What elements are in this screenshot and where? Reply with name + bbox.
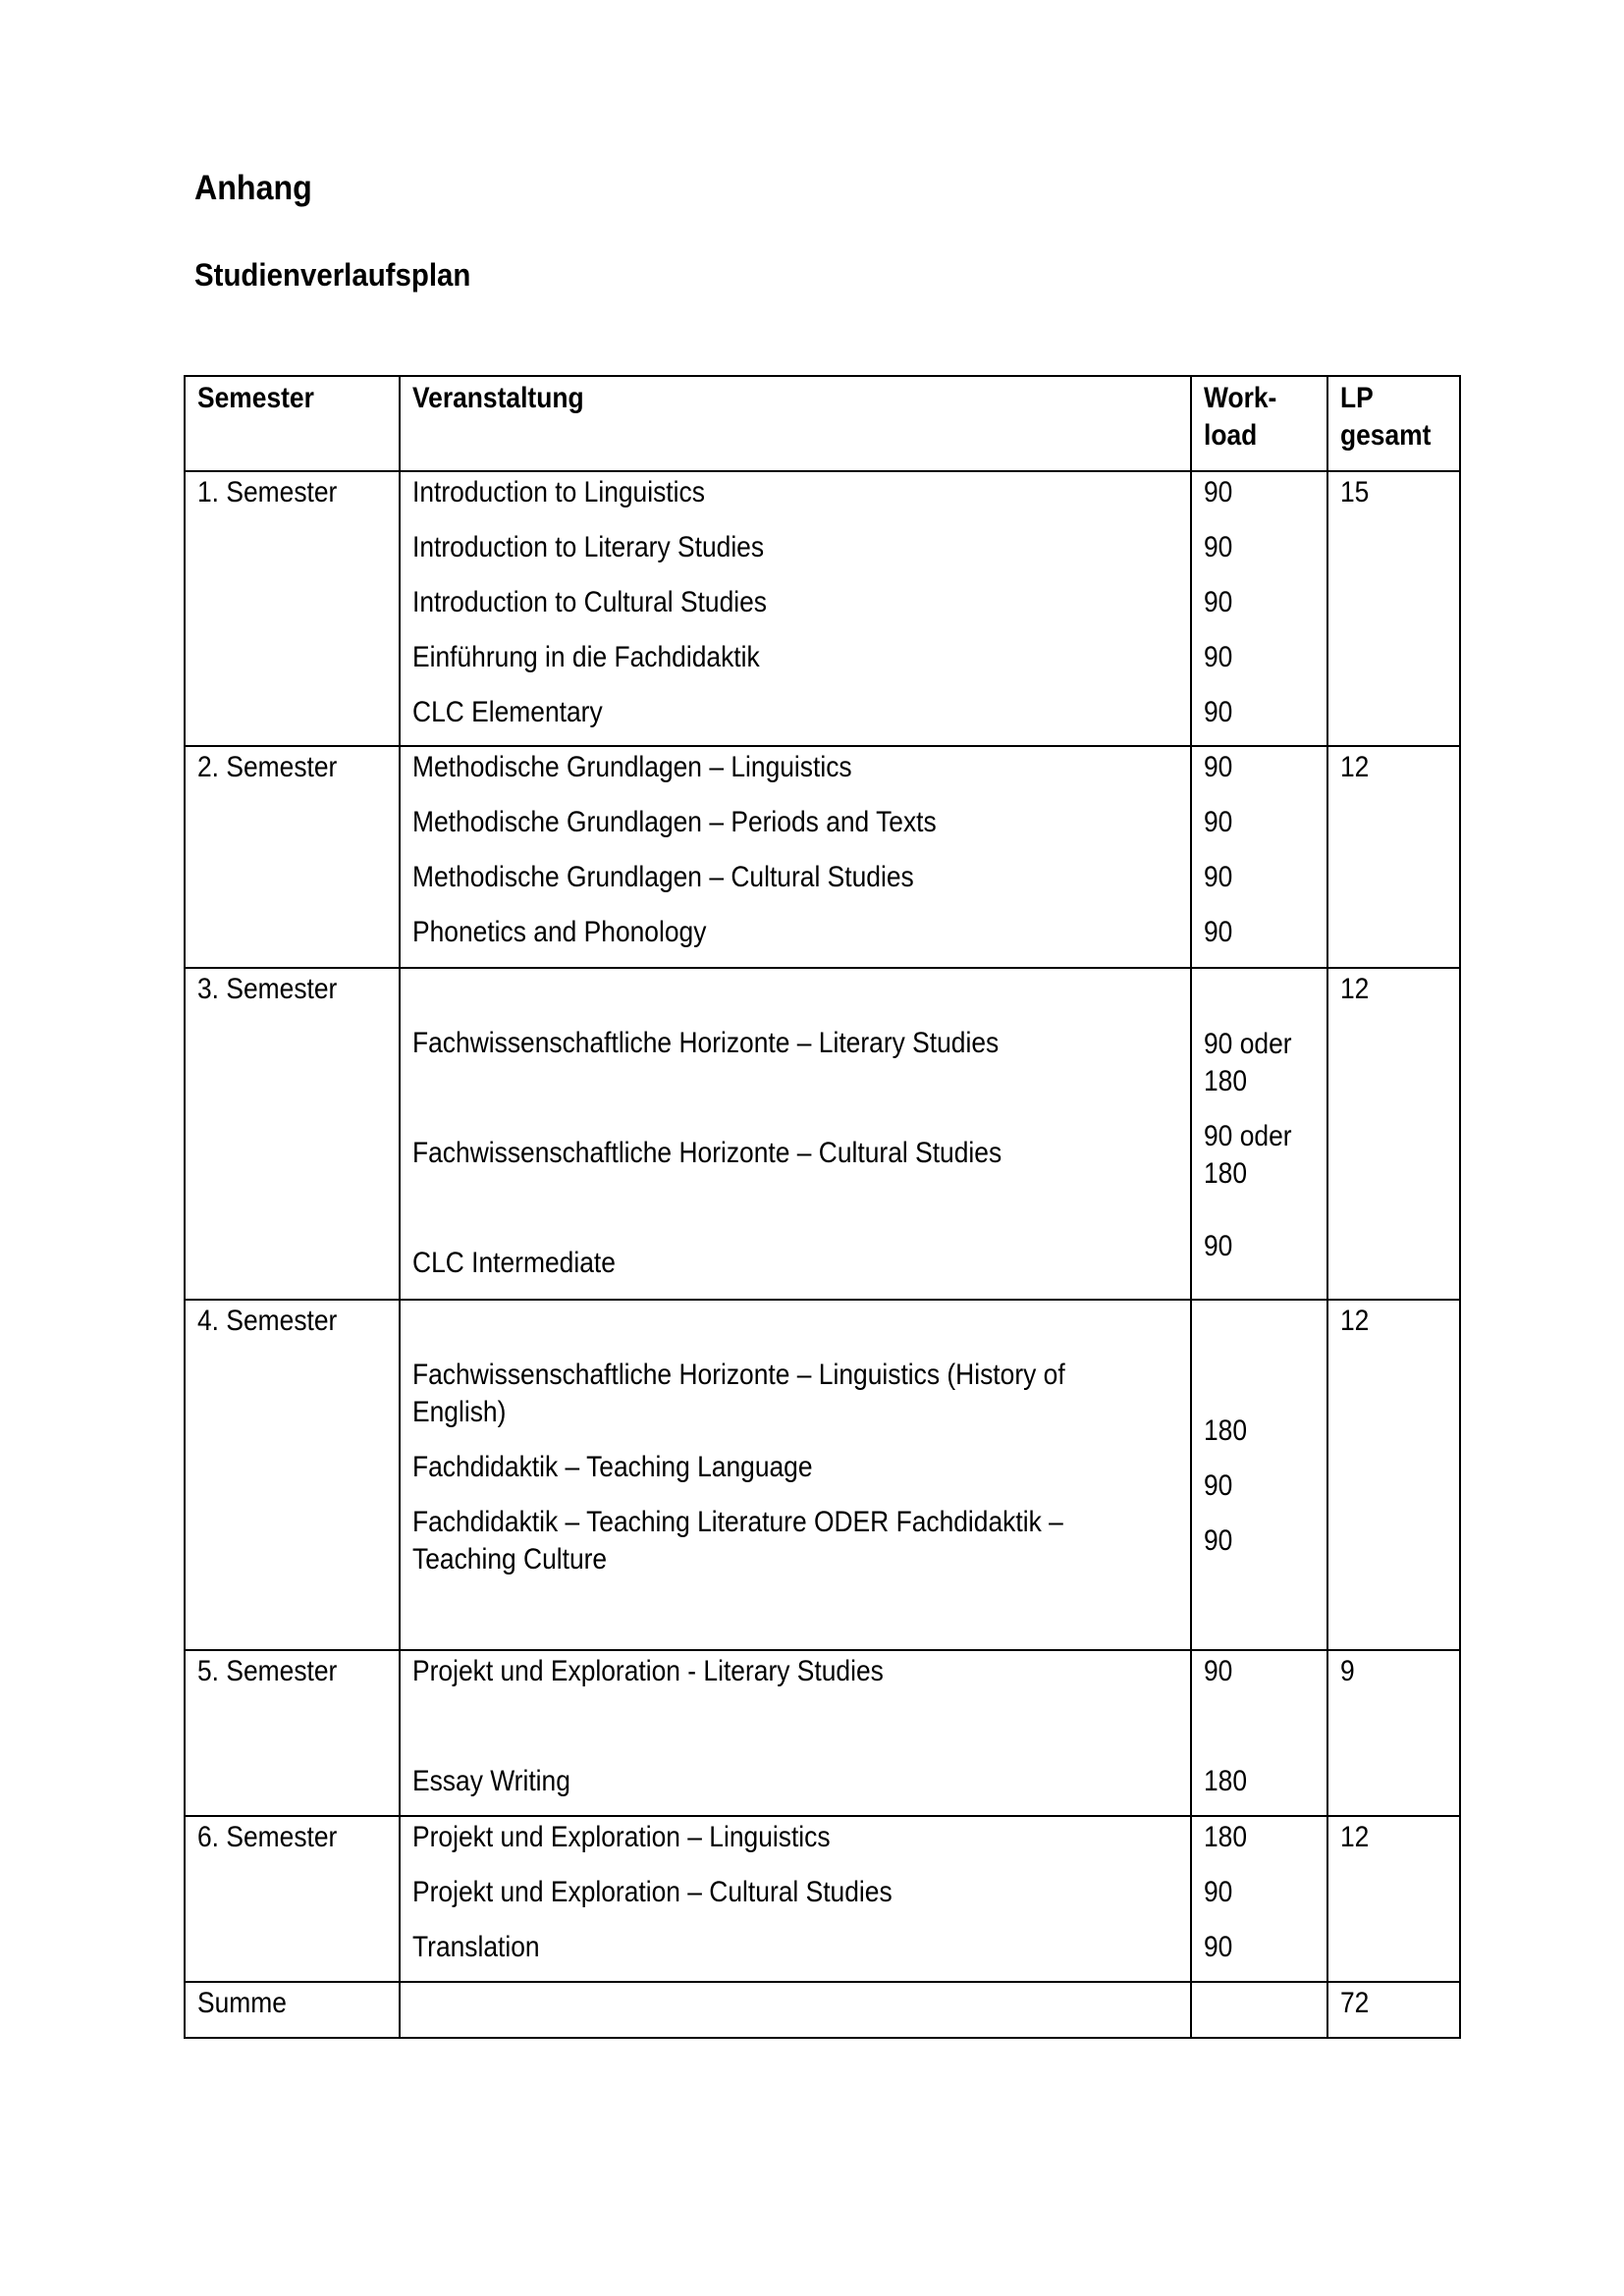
total-label-cell: Summe — [185, 1982, 400, 2038]
header-workload: Work- load — [1191, 376, 1327, 471]
empty-cell — [1191, 1982, 1327, 2038]
semester-cell: 4. Semester — [185, 1300, 400, 1650]
workload-cell: 90 90 90 90 — [1191, 746, 1327, 968]
semester-cell: 6. Semester — [185, 1816, 400, 1982]
workload-cell: 180 90 90 — [1191, 1300, 1327, 1650]
header-lp: LP gesamt — [1327, 376, 1460, 471]
table-row — [185, 1816, 1460, 1982]
table-row — [185, 471, 1460, 746]
workload-cell: 90 180 — [1191, 1650, 1327, 1816]
courses-cell: Projekt und Exploration – Linguistics Projekt und Exploration – Cultural Studies Translation — [400, 1816, 1191, 1982]
workload-cell: 90 oder 180 90 oder 180 90 — [1191, 968, 1327, 1300]
table-row — [185, 1300, 1460, 1650]
table-row — [185, 746, 1460, 968]
courses-cell: Methodische Grundlagen – Linguistics Methodische Grundlagen – Periods and Texts Methodische Grundlagen – Cultural Studies Phonetics and Phonology — [400, 746, 1191, 968]
workload-cell: 90 90 90 90 90 — [1191, 471, 1327, 746]
semester-cell: 3. Semester — [185, 968, 400, 1300]
courses-cell: Introduction to Linguistics Introduction to Literary Studies Introduction to Cultural Studies Einführung in die Fachdidaktik CLC Elementary — [400, 471, 1191, 746]
lp-cell: 12 — [1327, 1300, 1460, 1650]
header-veranstaltung: Veranstaltung — [400, 376, 1191, 471]
table-row — [185, 1650, 1460, 1816]
header-semester: Semester — [185, 376, 400, 471]
lp-cell: 15 — [1327, 471, 1460, 746]
lp-cell: 12 — [1327, 746, 1460, 968]
semester-cell: 1. Semester — [185, 471, 400, 746]
semester-cell: 2. Semester — [185, 746, 400, 968]
courses-cell: Fachwissenschaftliche Horizonte – Linguistics (History of English) Fachdidaktik – Teaching Language Fachdidaktik – Teaching Literature ODER Fachdidaktik – Teaching Culture — [400, 1300, 1191, 1650]
lp-cell: 12 — [1327, 968, 1460, 1300]
section-title: Studienverlaufsplan — [194, 257, 471, 293]
empty-cell — [400, 1982, 1191, 2038]
total-lp-cell: 72 — [1327, 1982, 1460, 2038]
table-row — [185, 968, 1460, 1300]
page-title: Anhang — [194, 169, 312, 207]
lp-cell: 9 — [1327, 1650, 1460, 1816]
total-row — [185, 1982, 1460, 2038]
study-plan-table — [184, 375, 1461, 2039]
table-header-row — [185, 376, 1460, 471]
courses-cell: Projekt und Exploration - Literary Studies Essay Writing — [400, 1650, 1191, 1816]
courses-cell: Fachwissenschaftliche Horizonte – Literary Studies Fachwissenschaftliche Horizonte – Cultural Studies CLC Intermediate — [400, 968, 1191, 1300]
semester-cell: 5. Semester — [185, 1650, 400, 1816]
workload-cell: 180 90 90 — [1191, 1816, 1327, 1982]
lp-cell: 12 — [1327, 1816, 1460, 1982]
